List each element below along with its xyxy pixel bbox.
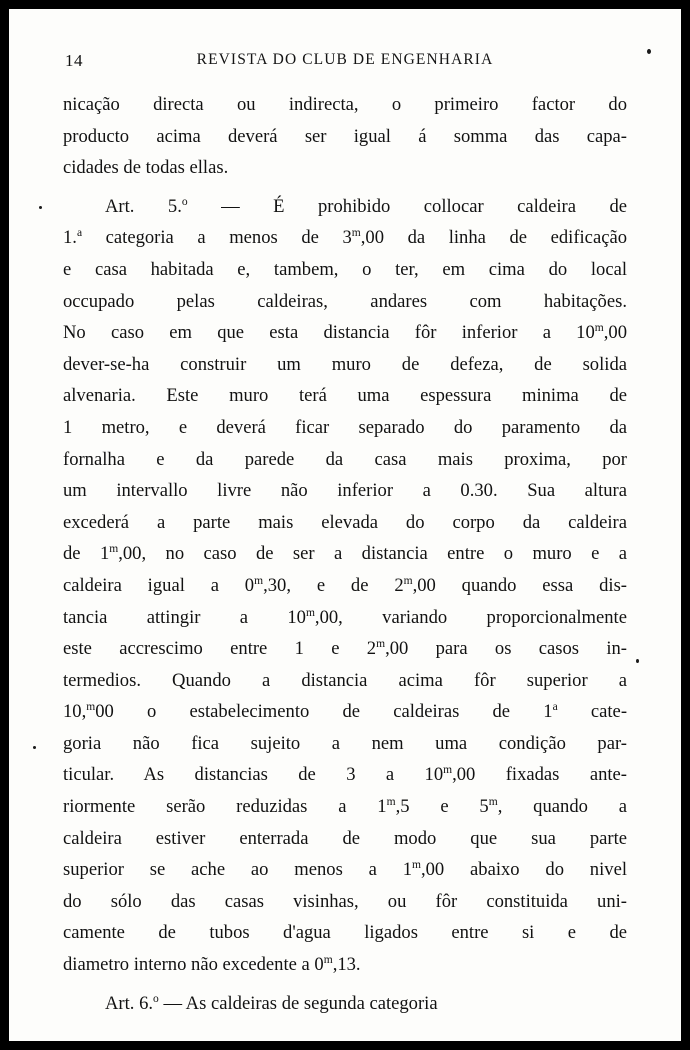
scan-speck (33, 746, 36, 749)
text-line: nicação directa ou indirecta, o primeiro factor do (63, 94, 627, 115)
text-line: cidades de todas ellas. (63, 157, 229, 179)
text-line: camente de tubos d'agua ligados entre si e de (63, 922, 627, 944)
text-line: Art. 5.$^o$ — É prohibido collocar caldeira de (105, 195, 627, 217)
text-line: superior se ache ao menos a 1$^m$,00 abaixo do nivel (63, 859, 627, 881)
page-header (63, 45, 627, 79)
text-line: 1.$^a$ categoria a menos de 3$^m$,00 da linha de edificação (63, 227, 627, 249)
running-title: REVISTA DO CLUB DE ENGENHARIA (196, 51, 494, 68)
text-line: producto acima deverá ser igual á somma das capa- (63, 125, 627, 147)
text-line: termedios. Quando a distancia acima fôr superior a (63, 669, 627, 691)
page-number: 14 (65, 51, 83, 70)
text-line: um intervallo livre não inferior a 0.30. Sua altura (63, 480, 627, 502)
text-line: Art. 6.$^o$ — As caldeiras de segunda categoria (105, 992, 438, 1014)
text-line: excederá a parte mais elevada do corpo da caldeira (63, 511, 627, 533)
page-content-area (9, 9, 681, 1041)
text-line: do sólo das casas visinhas, ou fôr constituida uni- (63, 890, 627, 912)
text-line: este accrescimo entre 1 e 2$^m$,00 para os casos in- (63, 637, 628, 660)
text-line: riormente serão reduzidas a 1$^m$,5 e 5$^m$, quando a (63, 795, 627, 818)
scan-speck (647, 49, 651, 54)
text-line: 1 metro, e deverá ficar separado do paramento da (63, 416, 627, 438)
text-line: e casa habitada e, tambem, o ter, em cima do local (63, 258, 627, 280)
paragraph-3 (63, 988, 627, 1020)
text-line: dever-se-ha construir um muro de defeza, de solida (63, 353, 627, 375)
scan-speck (39, 206, 42, 209)
text-line: de 1$^m$,00, no caso de ser a distancia entre o muro e a (63, 543, 628, 565)
text-line: occupado pelas caldeiras, andares com habitações. (63, 290, 627, 312)
text-line: diametro interno não excedente a 0$^m$,13. (63, 953, 361, 976)
text-line: 10,$^m$00 o estabelecimento de caldeiras de 1$^a$ cate- (63, 701, 628, 723)
text-line: alvenaria. Este muro terá uma espessura minima de (63, 385, 627, 407)
text-line: goria não fica sujeito a nem uma condição par- (63, 732, 627, 754)
text-line: caldeira estiver enterrada de modo que sua parte (63, 827, 627, 849)
text-line: ticular. As distancias de 3 a 10$^m$,00 fixadas ante- (63, 764, 627, 786)
paragraph-1 (63, 89, 627, 184)
text-line: No caso em que esta distancia fôr inferior a 10$^m$,00 (63, 321, 627, 344)
paragraph-2 (63, 191, 627, 981)
text-line: tancia attingir a 10$^m$,00, variando proporcionalmente (63, 606, 627, 628)
scan-speck (636, 659, 639, 663)
text-line: fornalha e da parede da casa mais proxima, por (63, 448, 627, 470)
text-line: caldeira igual a 0$^m$,30, e de 2$^m$,00 quando essa dis- (63, 574, 627, 596)
body-text (63, 89, 627, 1019)
